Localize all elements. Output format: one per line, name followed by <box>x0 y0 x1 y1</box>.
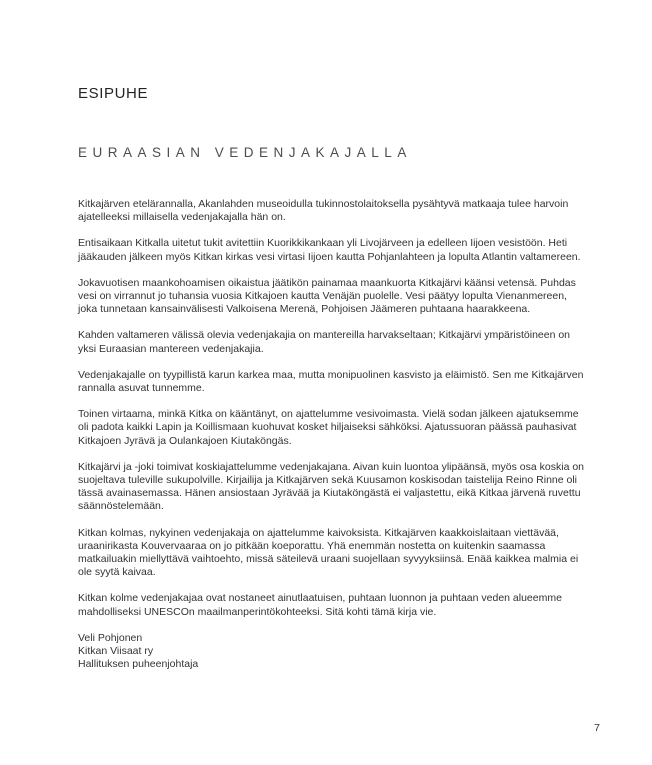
signature-role: Hallituksen puheenjohtaja <box>78 658 199 671</box>
paragraph: Kitkan kolme vedenjakajaa ovat nostaneet ainutlaatuisen, puhtaan luonnon ja puhtaan veden alueemme mahdolliseksi UNESCOn maailmanperintökohteeksi. Sitä kohti tämä kirja vie. <box>78 592 562 618</box>
paragraph: Entisaikaan Kitkalla uitetut tukit avitettiin Kuorikkikankaan yli Livojärveen ja edelleen Iijoen vesistöön. Heti jääkauden jälkeen myös Kitkan kirkas vesi virtasi Iijoen kautta Pohjanlahteen ja lopulta Atlantin valtamereen. <box>78 237 581 263</box>
paragraph: Toinen virtaama, minkä Kitka on kääntänyt, on ajattelumme vesivoimasta. Vielä sodan jälkeen ajatuksemme oli padota kaikki Lapin ja Koillismaan kuohuvat kosket hiljaiseksi sähköksi. Ajatussuoran päässä pauhasivat Kitkajoen Jyrävä ja Oulankajoen Kiutaköngäs. <box>78 408 579 447</box>
signature-block <box>78 632 586 672</box>
paragraph: Kitkan kolmas, nykyinen vedenjakaja on ajattelumme kaivoksista. Kitkajärven kaakkoislaitaan viettävää, uraanirikasta Kouvervaaraa on jo pitkään koeporattu. Yhä enemmän nostetta on kuitenkin saamassa matkailuakin miellyttävä vaihtoehto, missä säteilevä uraani suojellaan syvyyksiinsä. Enää kaikkea malmia ei ole syytä kaivaa. <box>78 526 579 579</box>
page-number: 7 <box>594 722 600 734</box>
signature-organization: Kitkan Viisaat ry <box>78 645 154 658</box>
paragraph: Kitkajärvi ja -joki toimivat koskiajattelumme vedenjakajana. Aivan kuin luontoa ylipäänsä, myös osa koskia on suojeltava tuleville sukupolville. Kirjailija ja Kitkajärven sekä Kuusamon koskisodan taistelija Reino Rinne oli tässä avainasemassa. Hänen ansiostaan Jyrävää ja Kiutaköngästä ei valjastettu, eikä Kitkaa järvenä ruvettu säännöstelemään. <box>78 460 585 513</box>
paragraph: Kahden valtameren välissä olevia vedenjakajia on mantereilla harvakseltaan; Kitkajärvi ympäristöineen on yksi Euraasian mantereen vedenjakajia. <box>78 329 571 355</box>
signature-name: Veli Pohjonen <box>78 631 143 644</box>
chapter-heading: EURAASIAN VEDENJAKAJALLA <box>78 144 412 160</box>
page-content <box>78 86 586 672</box>
paragraph: Jokavuotisen maankohoamisen oikaistua jäätikön painamaa maankuorta Kitkajärvi käänsi vetensä. Puhdas vesi on virrannut jo tuhansia vuosia Kitkajoen kautta Venäjän puolelle. Vesi päätyy lopulta Vienanmereen, joka tunnetaan kansainvälisesti Valkoisena Merenä, Pohjoisen Jäämeren puhtaana haarakkeena. <box>78 276 576 316</box>
paragraph: Vedenjakajalle on tyypillistä karun karkea maa, mutta monipuolinen kasvisto ja eläimistö. Sen me Kitkajärven rannalla asuvat tunnemme. <box>78 368 584 395</box>
page-title: ESIPUHE <box>78 85 149 102</box>
body-text <box>78 198 586 619</box>
paragraph: Kitkajärven etelärannalla, Akanlahden museoidulla tukinnostolaitoksella pysähtyvä matkaaja tulee harvoin ajatelleeksi millaisella vedenjakajalla hän on. <box>78 198 569 224</box>
